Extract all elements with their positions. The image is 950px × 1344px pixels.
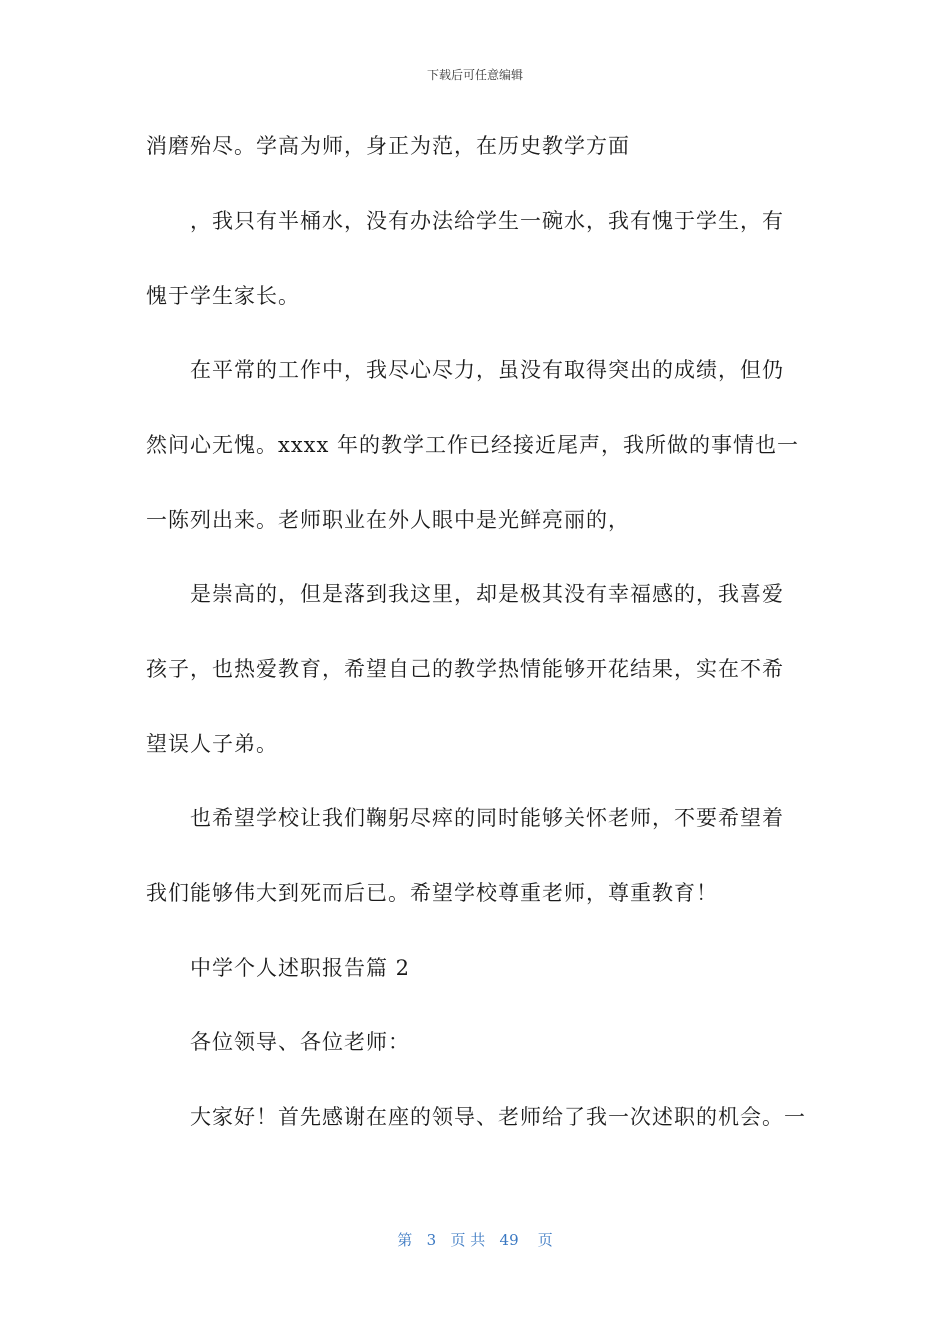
body-line-3: 愧于学生家长。 <box>146 284 300 308</box>
body-line-9: 望误人子弟。 <box>146 732 278 756</box>
body-line-5: 然问心无愧。xxxx 年的教学工作已经接近尾声，我所做的事情也一 <box>146 433 800 457</box>
salutation: 各位领导、各位老师： <box>190 1030 410 1054</box>
footer-total-pages: 49 <box>499 1231 519 1249</box>
section-title: 中学个人述职报告篇 2 <box>190 956 411 980</box>
footer-suffix: 页 <box>537 1231 553 1249</box>
body-line-7: 是崇高的，但是落到我这里，却是极其没有幸福感的，我喜爱 <box>190 582 784 606</box>
header-note: 下载后可任意编辑 <box>426 68 523 82</box>
page-number-footer <box>0 1229 950 1250</box>
body-line-2: ，我只有半桶水，没有办法给学生一碗水，我有愧于学生，有 <box>190 209 784 233</box>
body-line-8: 孩子，也热爱教育，希望自己的教学热情能够开花结果，实在不希 <box>146 657 784 681</box>
body-line-4: 在平常的工作中，我尽心尽力，虽没有取得突出的成绩，但仍 <box>190 358 784 382</box>
body-line-10: 也希望学校让我们鞠躬尽瘁的同时能够关怀老师，不要希望着 <box>190 806 784 830</box>
body-line-11: 我们能够伟大到死而后已。希望学校尊重老师，尊重教育！ <box>146 881 718 905</box>
footer-prefix: 第 <box>397 1231 413 1249</box>
body-line-1: 消磨殆尽。学高为师，身正为范，在历史教学方面 <box>146 134 630 158</box>
body-line-6: 一陈列出来。老师职业在外人眼中是光鲜亮丽的， <box>146 508 630 532</box>
body-line-12: 大家好！首先感谢在座的领导、老师给了我一次述职的机会。一 <box>190 1105 806 1129</box>
footer-current-page: 3 <box>426 1231 437 1249</box>
footer-mid: 页 共 <box>450 1231 486 1249</box>
